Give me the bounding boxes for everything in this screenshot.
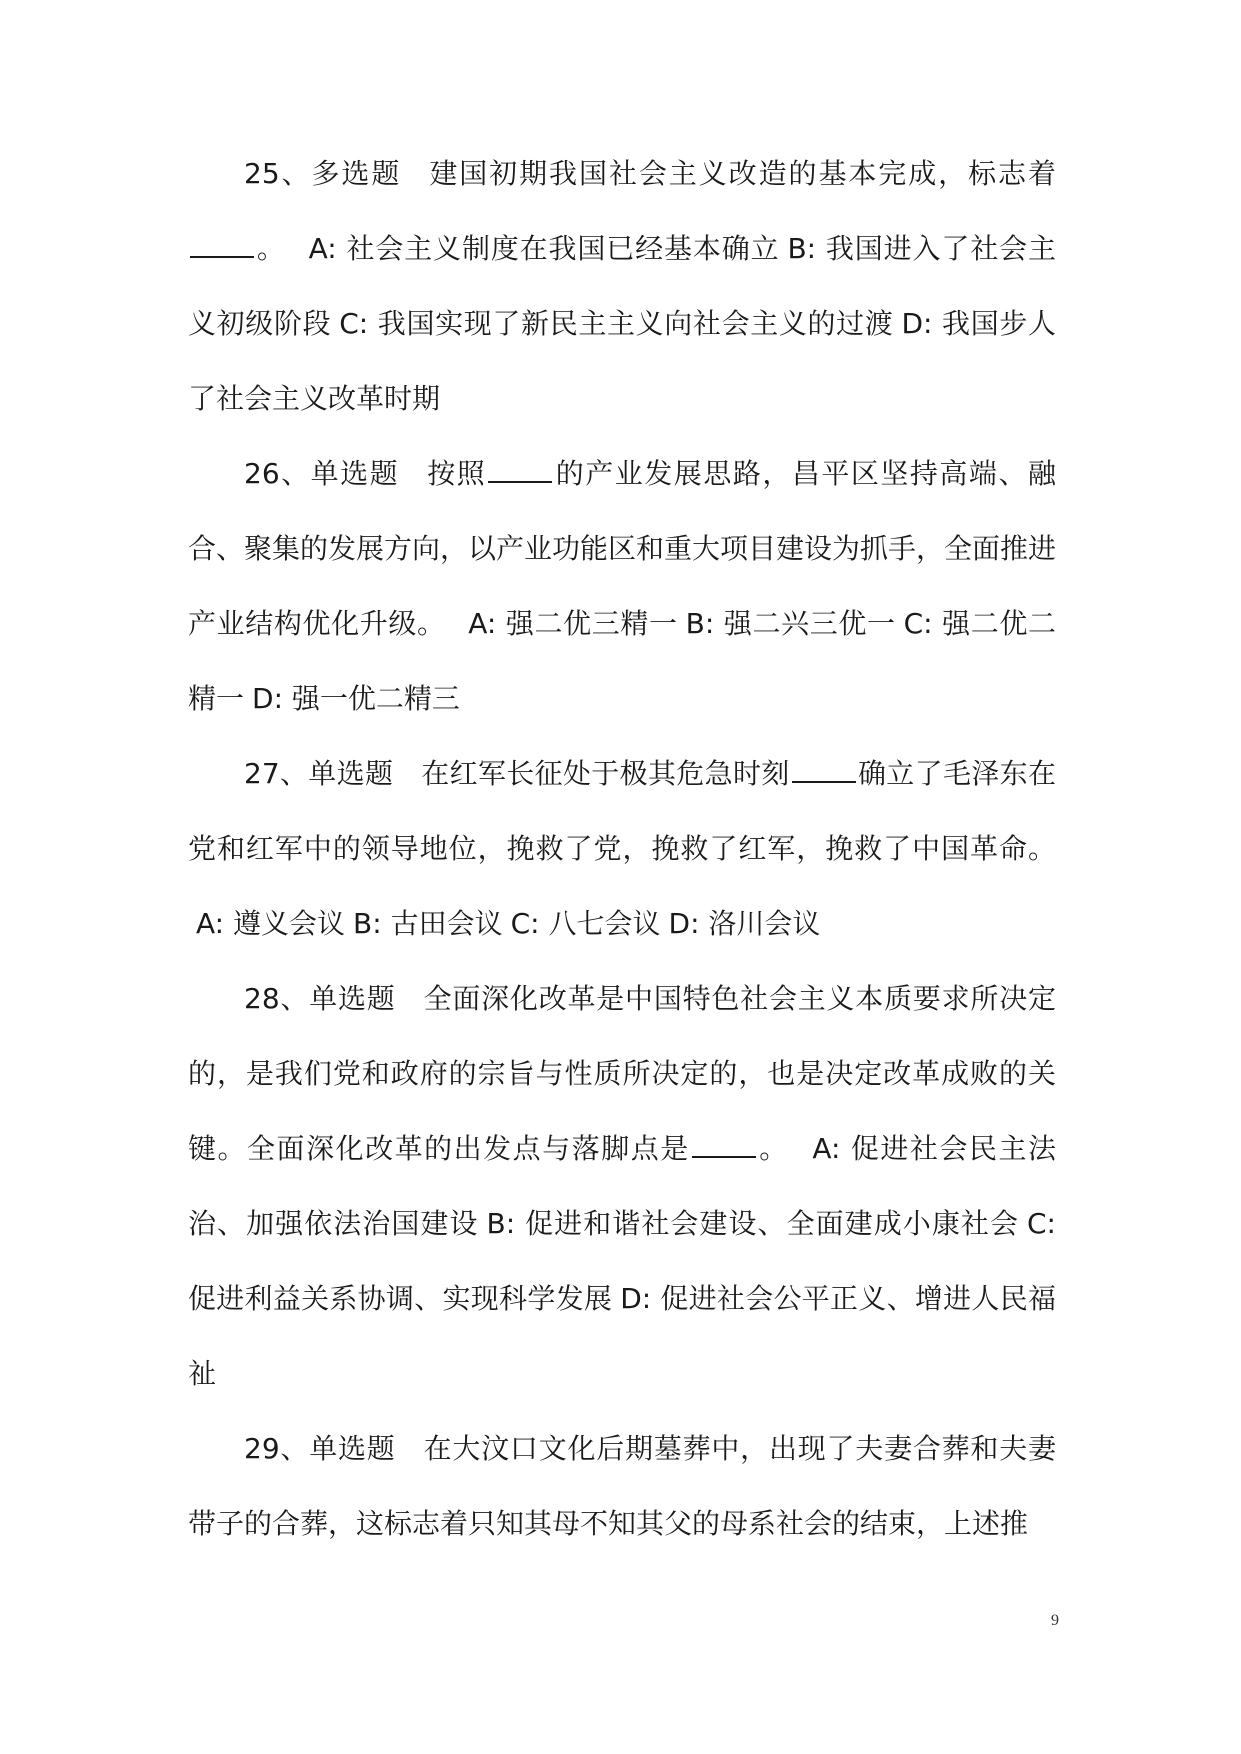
option-letter: A: xyxy=(196,907,225,940)
question-stem: 按照 xyxy=(427,457,487,490)
question-27 xyxy=(188,736,1056,961)
option-letter: D: xyxy=(620,1282,652,1315)
question-number: 29、 xyxy=(244,1432,310,1465)
option-letter: C: xyxy=(903,607,933,640)
option-text: 洛川会议 xyxy=(708,907,821,940)
question-stem: 建国初期我国社会主义改造的基本完成，标志着 xyxy=(429,157,1056,190)
option-text: 强二优二精一 xyxy=(188,607,1056,715)
question-type: 单选题 xyxy=(308,757,394,790)
question-stem: 在红军长征处于极其危急时刻 xyxy=(421,757,790,790)
option-text: 促进利益关系协调、实现科学发展 xyxy=(188,1282,613,1315)
option-text: 促进和谐社会建设、全面建成小康社会 xyxy=(525,1207,1019,1240)
question-number: 28、 xyxy=(244,982,310,1015)
option-text: 我国实现了新民主主义向社会主义的过渡 xyxy=(377,307,894,340)
option-letter: C: xyxy=(1027,1207,1056,1240)
option-text: 强二兴三优一 xyxy=(723,607,896,640)
question-number: 27、 xyxy=(244,757,309,790)
question-number: 26、 xyxy=(244,457,311,490)
question-list xyxy=(188,136,1056,1561)
question-stem-tail: 确立了毛泽东在党和红军中的领导地位，挽救了党，挽救了红军，挽救了中国革命。 xyxy=(188,757,1056,865)
option-letter: D: xyxy=(252,682,284,715)
question-stem: 全面深化改革是中国特色社会主义本质要求所决定的，是我们党和政府的宗旨与性质所决定的，也是决定改革成败的关键。全面深化改革的出发点与落脚点是 xyxy=(188,982,1056,1165)
option-letter: D: xyxy=(901,307,933,340)
option-text: 促进社会公平正义、增进人民福祉 xyxy=(188,1282,1056,1390)
answer-blank xyxy=(190,234,254,258)
option-letter: B: xyxy=(486,1207,516,1240)
option-letter: C: xyxy=(339,307,369,340)
question-28 xyxy=(188,961,1056,1411)
option-letter: A: xyxy=(468,607,497,640)
option-text: 古田会议 xyxy=(390,907,503,940)
option-letter: B: xyxy=(685,607,715,640)
page-number: 9 xyxy=(1051,1612,1059,1629)
option-text: 强二优三精一 xyxy=(505,607,678,640)
question-type: 单选题 xyxy=(309,1432,396,1465)
option-text: 遵义会议 xyxy=(233,907,346,940)
option-text: 社会主义制度在我国已经基本确立 xyxy=(346,232,780,265)
question-type: 单选题 xyxy=(309,982,396,1015)
question-26 xyxy=(188,436,1056,736)
question-stem-tail: 的产业发展思路，昌平区坚持高端、融合、聚集的发展方向，以产业功能区和重大项目建设为抓手，全面推进产业结构优化升级。 xyxy=(188,457,1057,640)
option-text: 我国步人了社会主义改革时期 xyxy=(188,307,1056,415)
option-text: 八七会议 xyxy=(548,907,661,940)
option-letter: A: xyxy=(308,232,337,265)
question-type: 多选题 xyxy=(311,157,402,190)
option-text: 强一优二精三 xyxy=(291,682,460,715)
option-letter: A: xyxy=(812,1132,841,1165)
question-type: 单选题 xyxy=(310,457,400,490)
question-stem-tail: 。 xyxy=(757,1132,775,1165)
answer-blank xyxy=(692,1134,756,1158)
answer-blank xyxy=(792,759,856,783)
question-29 xyxy=(188,1411,1056,1561)
option-letter: B: xyxy=(787,232,817,265)
option-text: 我国进入了社会主义初级阶段 xyxy=(188,232,1056,340)
option-letter: D: xyxy=(668,907,700,940)
question-stem: 在大汶口文化后期墓葬中，出现了夫妻合葬和夫妻带子的合葬，这标志着只知其母不知其父的母系社会的结束，上述推 xyxy=(188,1432,1056,1540)
question-stem-tail: 。 xyxy=(256,232,272,265)
question-number: 25、 xyxy=(244,157,312,190)
option-letter: B: xyxy=(353,907,382,940)
question-25 xyxy=(188,136,1056,436)
option-letter: C: xyxy=(510,907,540,940)
option-text: 促进社会民主法治、加强依法治国建设 xyxy=(188,1132,1056,1240)
answer-blank xyxy=(488,459,552,483)
